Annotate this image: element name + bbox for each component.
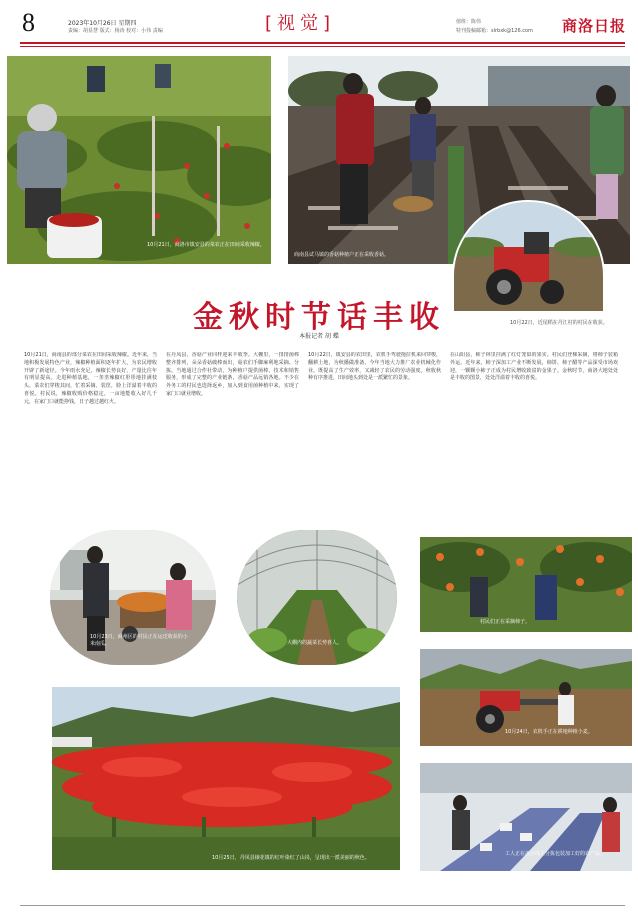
caption-processing: 工人正在流水线上分拣包装加工好的农产品。 — [505, 851, 606, 857]
caption-pumpkin: 10月23日，商州区的村民正在运送收获的小米南瓜。 — [90, 634, 188, 647]
section-title: [视觉] — [265, 13, 336, 34]
duty-editor: 值班：陈伟 — [456, 19, 482, 25]
submission-email: 特刊投稿邮箱：slrbxk@126.com — [456, 28, 533, 34]
article-column-3: 10月22日，镇安县的农田里，农机手驾驶拖拉机来回穿梭，翻耕土地，为秋播做准备。今年当地大力推广农业机械化作业，既提高了生产效率，又减轻了农民的劳动强度。秋收秋种有序推进，田间地头到处是一派繁忙的景象。 — [308, 352, 441, 382]
photo-chili-harvest — [7, 56, 271, 264]
page-number: 8 — [22, 8, 35, 37]
newspaper-logo: 商洛日报 — [562, 17, 627, 35]
caption-tractor: 10月22日，近尾稻在丹江村的村民在收获。 — [510, 320, 608, 326]
caption-greenhouse: 大棚内的蔬菜长势喜人。 — [287, 640, 343, 646]
photo-persimmons — [420, 537, 632, 632]
header-rule — [20, 42, 625, 44]
article-column-4: 在山阳县，柿子林里挂满了红灯笼似的果实。村民们登梯采摘，将柿子装箱外运。近年来，柿子深加工产业不断发展，柿饼、柿子醋等产品深受市场欢迎，一颗颗小柿子正成为村民增收致富的金果子。金秋时节，商洛大地处处是丰收的图景，处处洋溢着丰收的喜悦。 — [450, 352, 618, 382]
photo-greenhouse — [237, 530, 397, 665]
caption-chili: 10月21日，商洛市镇安县的菜农正在田间采收辣椒。 — [147, 242, 265, 248]
issue-date: 2023年10月26日 星期四 — [68, 20, 137, 27]
caption-red-leaves: 10月25日，丹凤县棣花镇的红叶染红了山岗，呈现出一派美丽的秋色。 — [212, 855, 370, 861]
article-column-1: 10月21日，商南县的部分菜农在田间采收辣椒。近年来，当地积极发展特色产业，辣椒种植面积逐年扩大，为农民增收开辟了新途径。今年雨水充足，辣椒长势良好，产量比往年有明显提高。走进种植基地，一垄垄辣椒红彤彤地挂满枝头，菜农们穿梭其间，忙着采摘、装筐，脸上洋溢着丰收的喜悦。村民说，辣椒收购价格稳定，一亩地能收入好几千元，在家门口就能挣钱，日子越过越红火。 — [24, 352, 157, 405]
caption-plowing: 10月24日，农机手正在耕地种植小麦。 — [505, 729, 593, 735]
article-byline: 本报记者 胡 蝶 — [299, 333, 339, 340]
photo-pumpkin-cart — [50, 530, 216, 665]
header-rule-thin — [20, 46, 625, 47]
article-headline: 金秋时节话丰收 — [193, 300, 445, 335]
photo-plowing — [420, 649, 632, 746]
photo-red-leaves — [52, 687, 400, 870]
caption-persimmons: 村民们正在采摘柿子。 — [480, 619, 531, 625]
photo-processing — [420, 763, 632, 871]
article-column-2: 在丹凤县，香菇产业同样迎来丰收季。大棚里，一排排菌棒整齐排列，朵朵香菇破棒而出，菇农们手脚麻利地采摘、分拣。当地通过合作社带动，为种植户提供菌棒、技术和销售服务，形成了完整的产业链条，香菇产品远销各地。不少在外务工的村民也选择返乡，加入到食用菌种植中来，实现了家门口就业增收。 — [166, 352, 299, 397]
footer-rule — [20, 905, 625, 906]
editor-credits: 责编：胡显慧 版式：杨涛 校对：小伟 责编 — [68, 28, 163, 34]
caption-mushroom: 商南县试马镇的香菇种植户正在采收香菇。 — [294, 252, 390, 258]
